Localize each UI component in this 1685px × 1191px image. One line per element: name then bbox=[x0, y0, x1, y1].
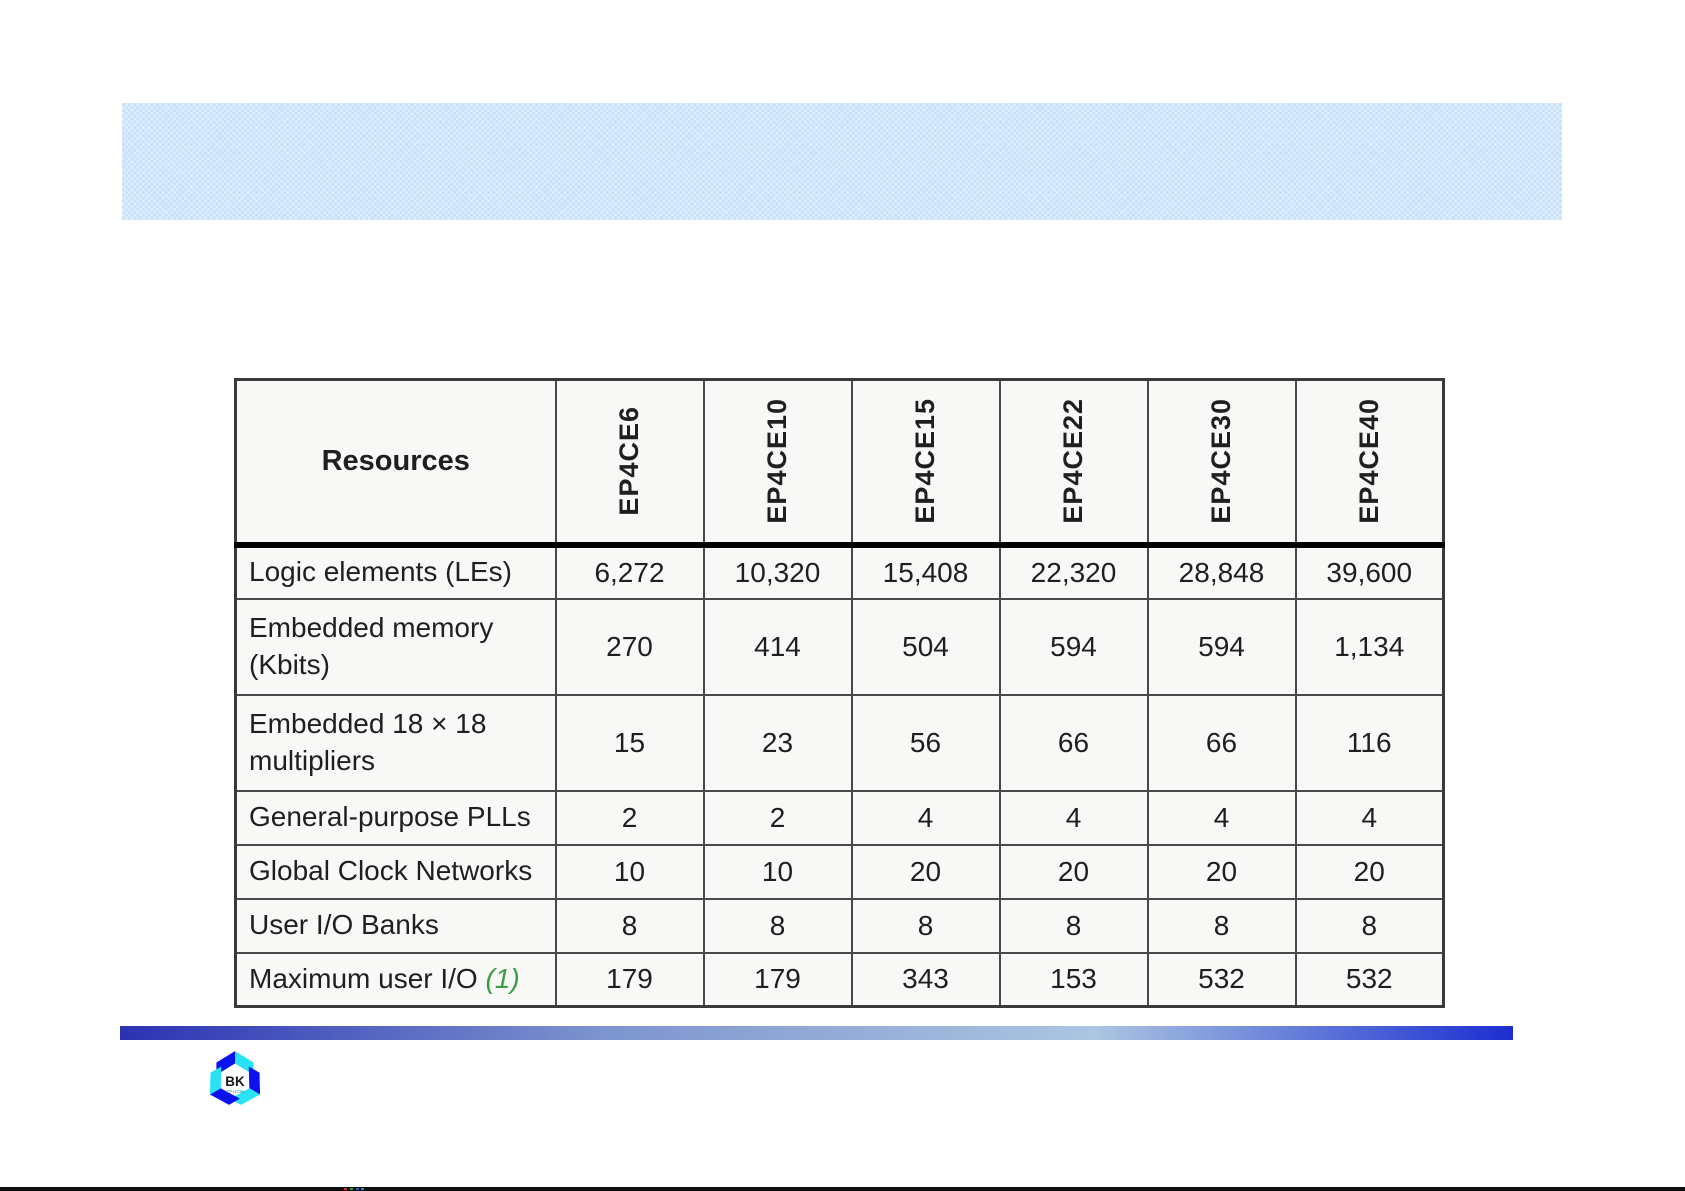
resource-label: Embedded 18 × 18 multipliers bbox=[236, 695, 556, 791]
resource-label: User I/O Banks bbox=[236, 899, 556, 953]
value-cell: 4 bbox=[852, 791, 1000, 845]
value-cell: 343 bbox=[852, 953, 1000, 1007]
value-cell: 532 bbox=[1148, 953, 1296, 1007]
value-cell: 2 bbox=[556, 791, 704, 845]
value-cell: 179 bbox=[556, 953, 704, 1007]
table-row bbox=[236, 545, 1444, 599]
value-cell: 20 bbox=[852, 845, 1000, 899]
table-row bbox=[236, 791, 1444, 845]
value-cell: 8 bbox=[556, 899, 704, 953]
resource-label: General-purpose PLLs bbox=[236, 791, 556, 845]
resource-label: Global Clock Networks bbox=[236, 845, 556, 899]
column-header-ep4ce15: EP4CE15 bbox=[852, 380, 1000, 545]
column-header-ep4ce22: EP4CE22 bbox=[1000, 380, 1148, 545]
value-cell: 4 bbox=[1296, 791, 1444, 845]
value-cell: 2 bbox=[704, 791, 852, 845]
value-cell: 23 bbox=[704, 695, 852, 791]
value-cell: 270 bbox=[556, 599, 704, 695]
resources-table bbox=[234, 378, 1445, 1008]
value-cell: 594 bbox=[1148, 599, 1296, 695]
value-cell: 6,272 bbox=[556, 545, 704, 599]
table-row bbox=[236, 695, 1444, 791]
column-header-ep4ce10: EP4CE10 bbox=[704, 380, 852, 545]
value-cell: 20 bbox=[1000, 845, 1148, 899]
resource-label: Logic elements (LEs) bbox=[236, 545, 556, 599]
value-cell: 66 bbox=[1000, 695, 1148, 791]
table-row bbox=[236, 599, 1444, 695]
column-header-ep4ce40: EP4CE40 bbox=[1296, 380, 1444, 545]
value-cell: 153 bbox=[1000, 953, 1148, 1007]
resource-label: Embedded memory (Kbits) bbox=[236, 599, 556, 695]
value-cell: 4 bbox=[1000, 791, 1148, 845]
value-cell: 10 bbox=[556, 845, 704, 899]
value-cell: 56 bbox=[852, 695, 1000, 791]
value-cell: 532 bbox=[1296, 953, 1444, 1007]
value-cell: 15 bbox=[556, 695, 704, 791]
value-cell: 22,320 bbox=[1000, 545, 1148, 599]
value-cell: 504 bbox=[852, 599, 1000, 695]
value-cell: 4 bbox=[1148, 791, 1296, 845]
header-band bbox=[122, 103, 1562, 220]
value-cell: 20 bbox=[1296, 845, 1444, 899]
logo-top-chevron bbox=[216, 1051, 253, 1075]
table-header-row bbox=[236, 380, 1444, 545]
footer-gradient-bar bbox=[120, 1026, 1513, 1040]
value-cell: 1,134 bbox=[1296, 599, 1444, 695]
bk-logo bbox=[206, 1048, 264, 1112]
bottom-edge-speck bbox=[361, 1188, 364, 1190]
bottom-edge-speck bbox=[356, 1188, 359, 1190]
value-cell: 414 bbox=[704, 599, 852, 695]
column-header-ep4ce6: EP4CE6 bbox=[556, 380, 704, 545]
logo-text: BK bbox=[225, 1074, 245, 1090]
value-cell: 39,600 bbox=[1296, 545, 1444, 599]
value-cell: 10,320 bbox=[704, 545, 852, 599]
table-row bbox=[236, 845, 1444, 899]
value-cell: 8 bbox=[1000, 899, 1148, 953]
value-cell: 8 bbox=[1296, 899, 1444, 953]
resources-header: Resources bbox=[236, 380, 556, 545]
value-cell: 179 bbox=[704, 953, 852, 1007]
value-cell: 28,848 bbox=[1148, 545, 1296, 599]
bottom-edge-speck bbox=[344, 1188, 347, 1190]
value-cell: 15,408 bbox=[852, 545, 1000, 599]
value-cell: 594 bbox=[1000, 599, 1148, 695]
column-header-ep4ce30: EP4CE30 bbox=[1148, 380, 1296, 545]
value-cell: 8 bbox=[704, 899, 852, 953]
bottom-edge-speck bbox=[350, 1188, 353, 1190]
value-cell: 116 bbox=[1296, 695, 1444, 791]
table-row bbox=[236, 953, 1444, 1007]
value-cell: 10 bbox=[704, 845, 852, 899]
bottom-edge-line bbox=[0, 1187, 1685, 1191]
footnote-ref: (1) bbox=[485, 963, 520, 995]
logo-subtext: TP.HCM bbox=[226, 1088, 244, 1094]
value-cell: 8 bbox=[852, 899, 1000, 953]
value-cell: 66 bbox=[1148, 695, 1296, 791]
resource-label: Maximum user I/O (1) bbox=[236, 953, 556, 1007]
value-cell: 20 bbox=[1148, 845, 1296, 899]
table-row bbox=[236, 899, 1444, 953]
value-cell: 8 bbox=[1148, 899, 1296, 953]
